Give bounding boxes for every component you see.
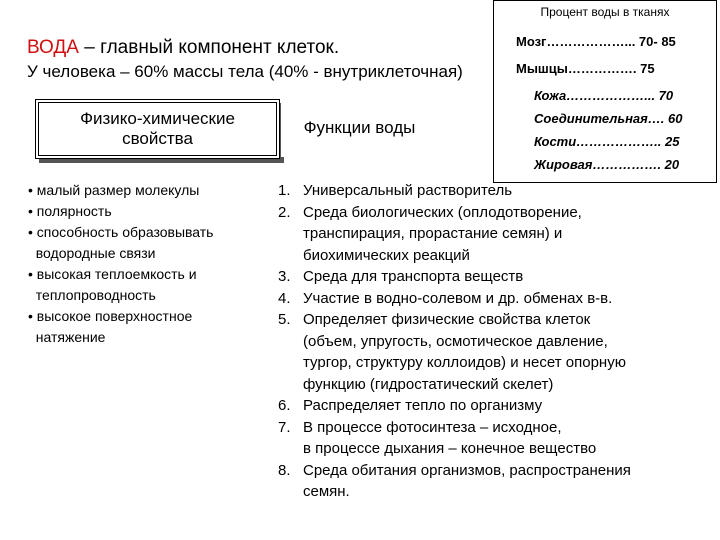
function-line: в процессе дыхания – конечное вещество xyxy=(303,440,597,457)
function-line: Распределяет тепло по организму xyxy=(303,397,543,414)
physicochemical-properties-box xyxy=(35,99,280,159)
property-item: • полярность xyxy=(28,203,112,219)
functions-list xyxy=(278,180,708,503)
phys-box-line2: свойства xyxy=(122,129,193,148)
function-number: 6. xyxy=(278,397,291,414)
function-line: В процессе фотосинтеза – исходное, xyxy=(303,418,562,436)
property-item: • малый размер молекулы xyxy=(28,182,200,198)
function-line: Среда биологических (оплодотворение, xyxy=(303,203,582,221)
function-number: 8. xyxy=(278,461,291,479)
tissue-water-panel xyxy=(493,0,717,183)
main-heading xyxy=(27,37,339,59)
property-item: водородные связи xyxy=(28,245,156,261)
function-line: семян. xyxy=(303,483,350,500)
properties-list xyxy=(28,180,273,348)
phys-box-line1: Физико-химические xyxy=(80,109,235,128)
tissue-row-connective: Соединительная…. 60 xyxy=(534,111,683,126)
tissue-row-bones: Кости……………….. 25 xyxy=(534,134,680,149)
function-number: 5. xyxy=(278,311,291,328)
function-line: Участие в водно-солевом и др. обменах в-в. xyxy=(303,289,613,307)
function-item xyxy=(278,288,708,310)
function-number: 3. xyxy=(278,268,291,285)
property-item: • высокая теплоемкость и xyxy=(28,266,197,282)
property-item: • способность образовывать xyxy=(28,224,214,240)
function-line: транспирация, прорастание семян) и xyxy=(303,225,563,242)
human-water-percentage: У человека – 60% массы тела (40% - внутриклеточная) xyxy=(27,62,463,81)
heading-rest: – главный компонент клеток. xyxy=(78,37,340,58)
property-item: теплопроводность xyxy=(28,287,156,303)
function-line: Среда обитания организмов, распространения xyxy=(303,461,631,479)
function-item xyxy=(278,180,708,202)
tissue-panel-title: Процент воды в тканях xyxy=(540,5,670,19)
function-line: тургор, структуру коллоидов) и несет опорную xyxy=(303,354,626,371)
function-line: Среда для транспорта веществ xyxy=(303,268,524,285)
tissue-row-skin: Кожа………………... 70 xyxy=(534,88,674,103)
function-line: функцию (гидростатический скелет) xyxy=(303,375,554,393)
property-item: • высокое поверхностное xyxy=(28,308,193,324)
function-line: биохимических реакций xyxy=(303,246,470,264)
tissue-row-fat: Жировая……………. 20 xyxy=(534,157,680,172)
heading-keyword: ВОДА xyxy=(27,37,79,58)
property-item: натяжение xyxy=(28,329,106,345)
function-number: 2. xyxy=(278,203,291,221)
function-item xyxy=(278,202,708,267)
tissue-row-muscles: Мышцы……………. 75 xyxy=(516,61,655,76)
water-functions-box: Функции воды xyxy=(281,99,438,157)
function-line: (объем, упругость, осмотическое давление, xyxy=(303,332,608,350)
tissue-row-brain: Мозг………………... 70- 85 xyxy=(516,34,676,49)
function-item xyxy=(278,417,708,460)
function-number: 1. xyxy=(278,182,291,199)
function-line: Универсальный растворитель xyxy=(303,182,513,199)
function-line: Определяет физические свойства клеток xyxy=(303,311,591,328)
function-item xyxy=(278,460,708,503)
function-number: 7. xyxy=(278,418,291,436)
function-item xyxy=(278,266,708,288)
function-number: 4. xyxy=(278,289,291,307)
function-item xyxy=(278,395,708,417)
function-item xyxy=(278,309,708,395)
